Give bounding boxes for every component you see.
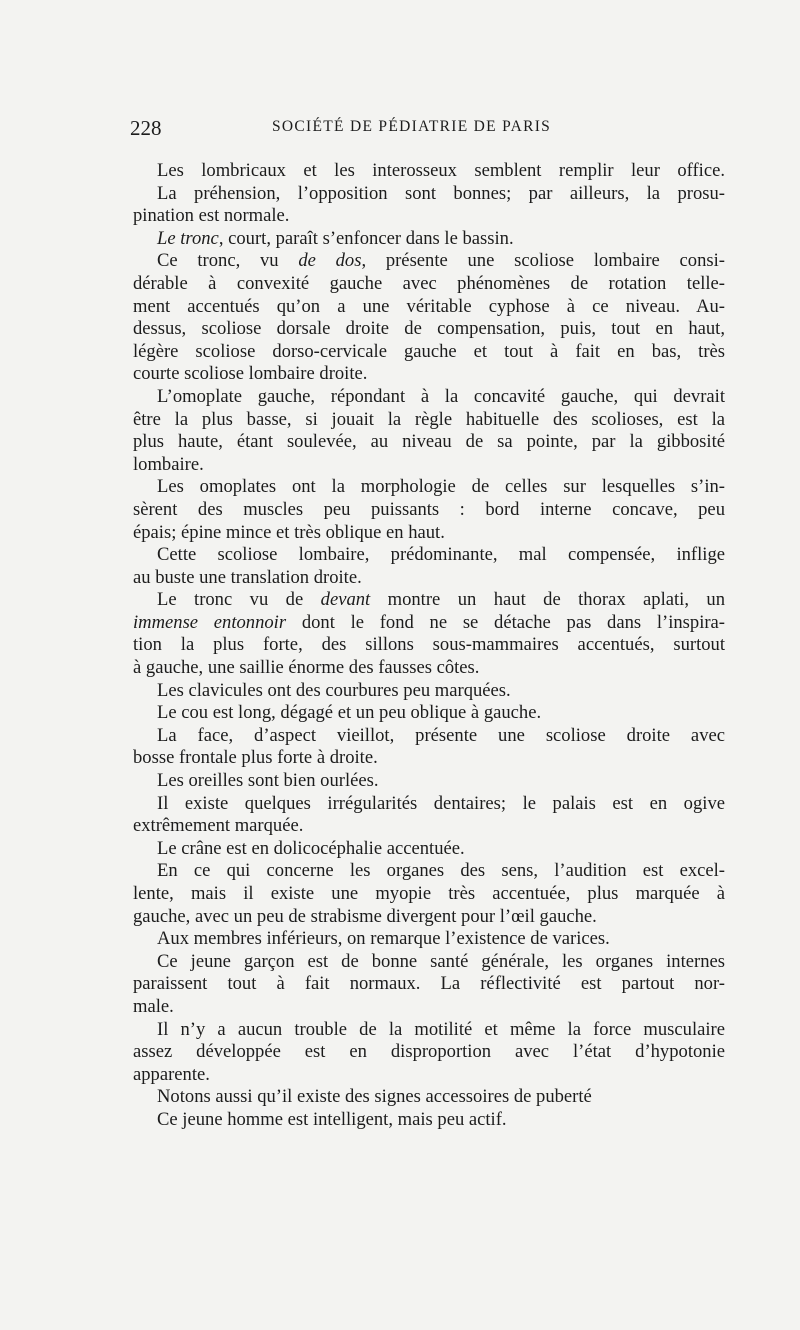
text-line: [133, 1086, 725, 1109]
text-line: [133, 906, 725, 929]
italic-text: de dos: [298, 250, 362, 272]
text-line: [133, 928, 725, 951]
text-line: [133, 951, 725, 974]
text-segment: à gauche, une saillie énorme des fausses côtes.: [133, 657, 480, 679]
text-line: [133, 476, 725, 499]
text-line: [133, 183, 725, 206]
body-text: [133, 160, 725, 1132]
text-line: [133, 318, 725, 341]
text-segment: ment accentués qu’on a une véritable cyphose à ce niveau. Au-: [133, 295, 725, 317]
text-line: [133, 409, 725, 432]
text-segment: apparente.: [133, 1063, 210, 1085]
text-line: [133, 634, 725, 657]
text-segment: , court, paraît s’enfoncer dans le bassin.: [218, 227, 514, 249]
text-line: [133, 1109, 725, 1132]
text-line: [133, 860, 725, 883]
text-segment: dérable à convexité gauche avec phénomènes de rotation telle-: [133, 272, 725, 294]
text-line: [133, 815, 725, 838]
text-line: [133, 770, 725, 793]
text-segment: lente, mais il existe une myopie très accentuée, plus marquée à: [133, 883, 725, 904]
text-segment: dont le fond ne se détache pas dans l’inspira-: [286, 611, 725, 633]
text-line: [133, 1064, 725, 1087]
text-segment: lombaire.: [133, 453, 204, 475]
text-line: [133, 657, 725, 680]
italic-text: Le tronc: [157, 227, 219, 249]
text-segment: au buste une translation droite.: [133, 566, 362, 588]
text-segment: bosse frontale plus forte à droite.: [133, 747, 378, 769]
text-line: [133, 725, 725, 748]
text-segment: dessus, scoliose dorsale droite de compensation, puis, tout en haut,: [133, 318, 725, 340]
text-line: [133, 544, 725, 567]
text-segment: male.: [133, 995, 174, 1017]
text-line: [133, 1041, 725, 1064]
text-line: [133, 973, 725, 996]
text-segment: courte scoliose lombaire droite.: [133, 363, 368, 385]
text-segment: Ce jeune garçon est de bonne santé générale, les organes internes: [157, 950, 725, 972]
text-line: [133, 567, 725, 590]
text-segment: La préhension, l’opposition sont bonnes; par ailleurs, la prosu-: [157, 182, 725, 204]
text-line: [133, 747, 725, 770]
text-segment: Les oreilles sont bien ourlées.: [157, 770, 379, 792]
text-segment: Il n’y a aucun trouble de la motilité et même la force musculaire: [157, 1018, 725, 1040]
text-segment: Notons aussi qu’il existe des signes accessoires de puberté: [157, 1086, 592, 1108]
text-segment: tion la plus forte, des sillons sous-mammaires accentués, surtout: [133, 634, 725, 656]
text-line: [133, 250, 725, 273]
text-segment: Aux membres inférieurs, on remarque l’existence de varices.: [157, 928, 610, 950]
text-segment: gauche, avec un peu de strabisme divergent pour l’œil gauche.: [133, 905, 597, 927]
text-segment: épais; épine mince et très oblique en haut.: [133, 521, 445, 543]
text-line: [133, 454, 725, 477]
text-line: [133, 702, 725, 725]
text-segment: paraissent tout à fait normaux. La réflectivité est partout nor-: [133, 973, 725, 995]
text-segment: Les omoplates ont la morphologie de celles sur lesquelles s’in-: [157, 476, 725, 498]
text-line: [133, 296, 725, 319]
text-line: [133, 160, 725, 183]
text-line: [133, 793, 725, 816]
page-number: 228: [130, 116, 162, 140]
text-line: [133, 680, 725, 703]
text-line: [133, 273, 725, 296]
text-line: [133, 996, 725, 1019]
text-segment: sèrent des muscles peu puissants : bord interne concave, peu: [133, 498, 725, 520]
text-segment: pination est normale.: [133, 205, 290, 227]
text-segment: légère scoliose dorso-cervicale gauche et tout à fait en bas, très: [133, 340, 725, 362]
text-line: [133, 386, 725, 409]
text-line: [133, 522, 725, 545]
text-line: [133, 1019, 725, 1042]
text-segment: Il existe quelques irrégularités dentaires; le palais est en ogive: [157, 792, 725, 814]
text-line: [133, 228, 725, 251]
text-segment: montre un haut de thorax aplati, un: [370, 589, 725, 611]
text-segment: Ce tronc, vu: [157, 250, 299, 272]
text-segment: Cette scoliose lombaire, prédominante, mal compensée, inflige: [157, 544, 725, 566]
text-segment: Le crâne est en dolicocéphalie accentuée.: [157, 837, 465, 859]
running-title: SOCIÉTÉ DE PÉDIATRIE DE PARIS: [272, 118, 552, 135]
text-segment: assez développée est en disproportion avec l’état d’hypotonie: [133, 1041, 725, 1063]
text-segment: Le tronc vu de: [157, 589, 321, 611]
text-segment: plus haute, étant soulevée, au niveau de sa pointe, par la gibbosité: [133, 431, 725, 453]
text-line: [133, 341, 725, 364]
text-segment: extrêmement marquée.: [133, 815, 304, 837]
text-segment: Le cou est long, dégagé et un peu oblique à gauche.: [157, 702, 542, 724]
text-line: [133, 838, 725, 861]
text-segment: , présente une scoliose lombaire consi-: [361, 250, 725, 272]
text-line: [133, 363, 725, 386]
text-segment: être la plus basse, si jouait la règle habituelle des scolioses, est la: [133, 408, 725, 430]
text-segment: Les clavicules ont des courbures peu marquées.: [157, 679, 511, 701]
text-line: [133, 205, 725, 228]
text-line: [133, 612, 725, 635]
text-segment: Ce jeune homme est intelligent, mais peu actif.: [157, 1108, 507, 1130]
text-line: [133, 431, 725, 454]
text-segment: La face, d’aspect vieillot, présente une scoliose droite avec: [157, 724, 725, 746]
italic-text: devant: [320, 589, 371, 611]
text-segment: L’omoplate gauche, répondant à la concavité gauche, qui devrait: [157, 385, 725, 407]
italic-text: immense entonnoir: [133, 611, 287, 633]
text-segment: En ce qui concerne les organes des sens, l’audition est excel-: [157, 860, 725, 882]
text-line: [133, 589, 725, 612]
text-segment: Les lombricaux et les interosseux semblent remplir leur office.: [157, 160, 725, 181]
text-line: [133, 499, 725, 522]
text-line: [133, 883, 725, 906]
